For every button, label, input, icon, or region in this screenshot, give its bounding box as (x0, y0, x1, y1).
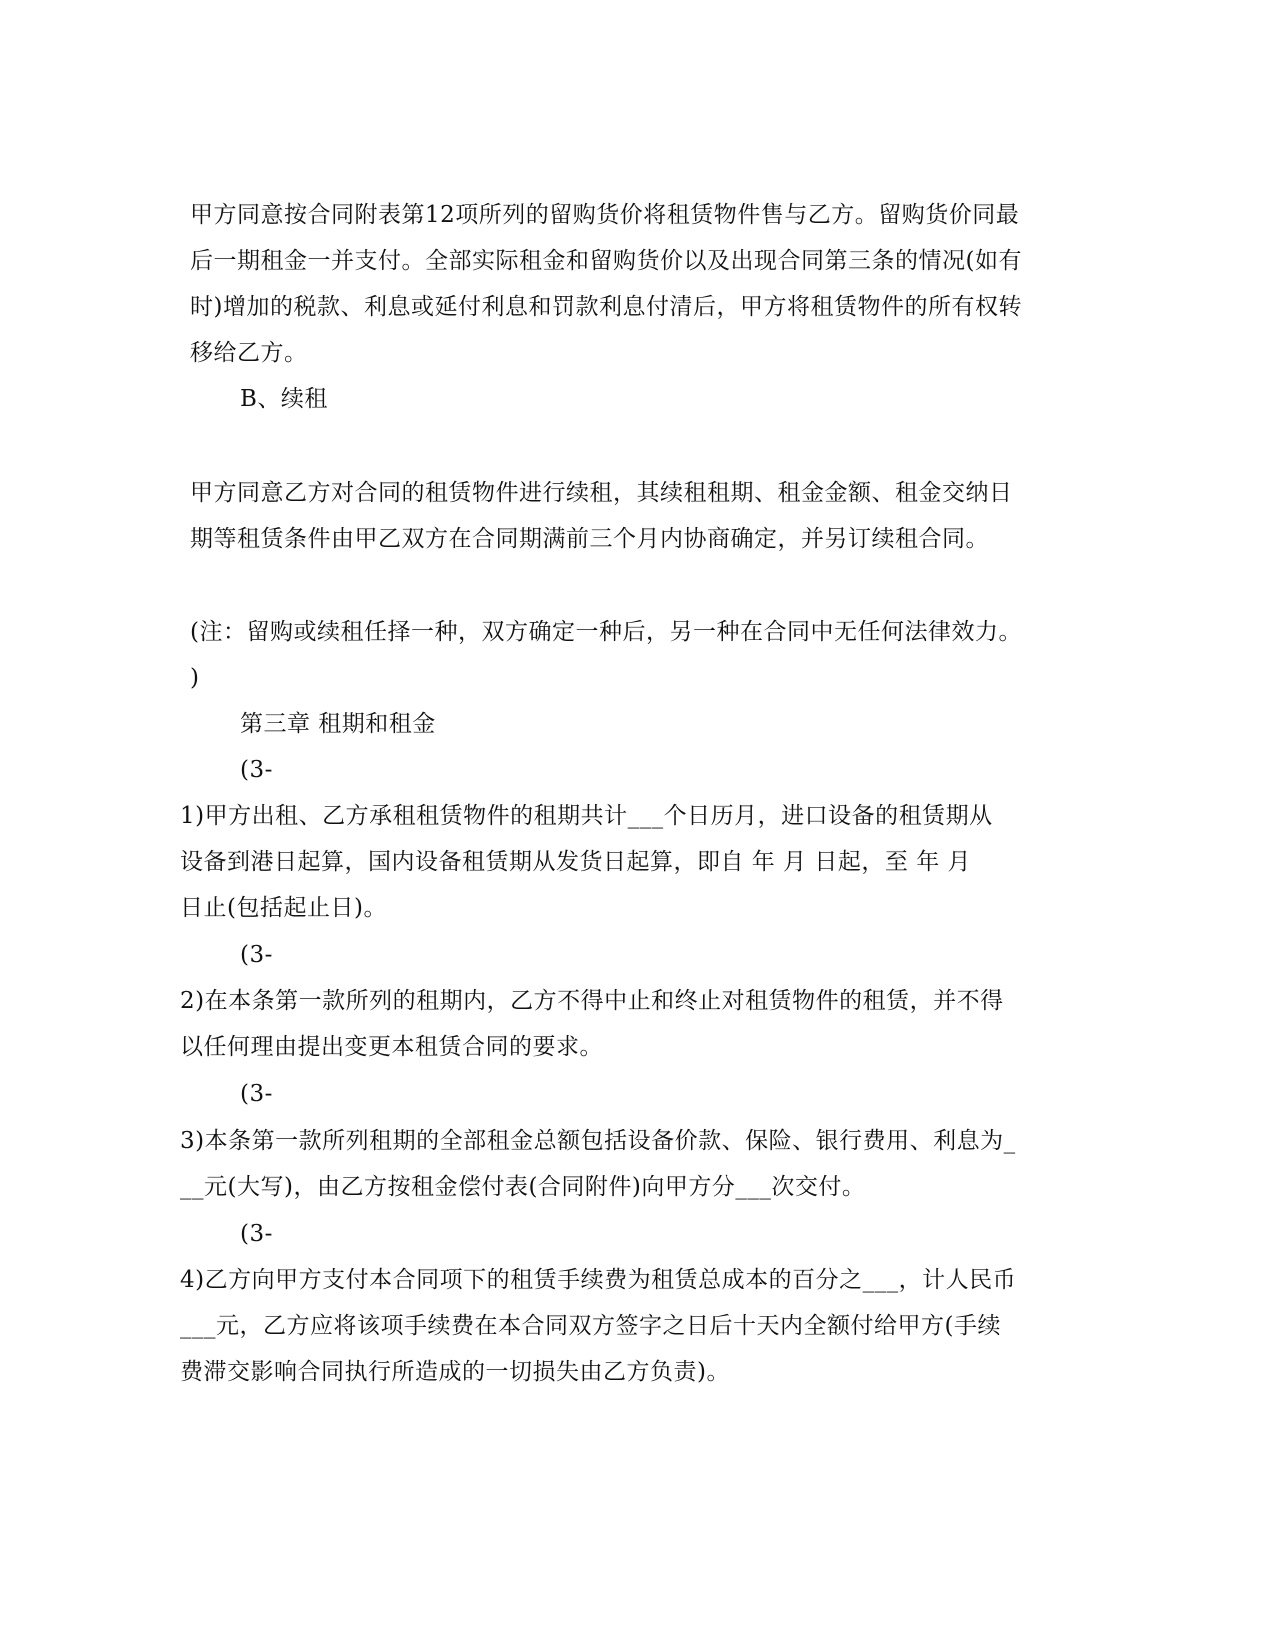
clause-2-line-1: 2)在本条第一款所列的租期内，乙方不得中止和终止对租赁物件的租赁，并不得 (180, 988, 1004, 1014)
clause-1-line-1: 1)甲方出租、乙方承租租赁物件的租期共计___个日历月，进口设备的租赁期从 (180, 803, 993, 829)
clause-4-line-1: 4)乙方向甲方支付本合同项下的租赁手续费为租赁总成本的百分之___，计人民币 (180, 1267, 1017, 1293)
paragraph-a-line-3: 时)增加的税款、利息或延付利息和罚款利息付清后，甲方将租赁物件的所有权转 (190, 294, 1022, 320)
clause-3-prefix: (3- (240, 1081, 273, 1107)
chapter-title: 第三章 租期和租金 (240, 711, 436, 737)
clause-1-prefix: (3- (240, 757, 273, 783)
clause-4-line-3: 费滞交影响合同执行所造成的一切损失由乙方负责)。 (180, 1359, 730, 1385)
paragraph-a-line-1: 甲方同意按合同附表第12项所列的留购货价将租赁物件售与乙方。留购货价同最 (190, 202, 1020, 228)
clause-3-line-1: 3)本条第一款所列租期的全部租金总额包括设备价款、保险、银行费用、利息为_ (180, 1128, 1016, 1154)
clause-1-line-2: 设备到港日起算，国内设备租赁期从发货日起算，即自 年 月 日起，至 年 月 (180, 849, 972, 875)
note-line-1: (注：留购或续租任择一种，双方确定一种后，另一种在合同中无任何法律效力。 (190, 619, 1022, 645)
clause-3-line-2: __元(大写)，由乙方按租金偿付表(合同附件)向甲方分___次交付。 (180, 1174, 866, 1200)
paragraph-b-line-2: 期等租赁条件由甲乙双方在合同期满前三个月内协商确定，并另订续租合同。 (190, 526, 989, 552)
paragraph-a-line-4: 移给乙方。 (190, 340, 308, 366)
note-line-2: ) (190, 665, 200, 691)
clause-4-prefix: (3- (240, 1221, 273, 1247)
clause-1-line-3: 日止(包括起止日)。 (180, 895, 387, 921)
paragraph-a-line-2: 后一期租金一并支付。全部实际租金和留购货价以及出现合同第三条的情况(如有 (190, 248, 1022, 274)
clause-2-line-2: 以任何理由提出变更本租赁合同的要求。 (180, 1034, 603, 1060)
section-heading-b: B、续租 (240, 386, 328, 412)
paragraph-b-line-1: 甲方同意乙方对合同的租赁物件进行续租，其续租租期、租金金额、租金交纳日 (190, 480, 1013, 506)
clause-2-prefix: (3- (240, 942, 273, 968)
clause-4-line-2: ___元，乙方应将该项手续费在本合同双方签字之日后十天内全额付给甲方(手续 (180, 1313, 1001, 1339)
